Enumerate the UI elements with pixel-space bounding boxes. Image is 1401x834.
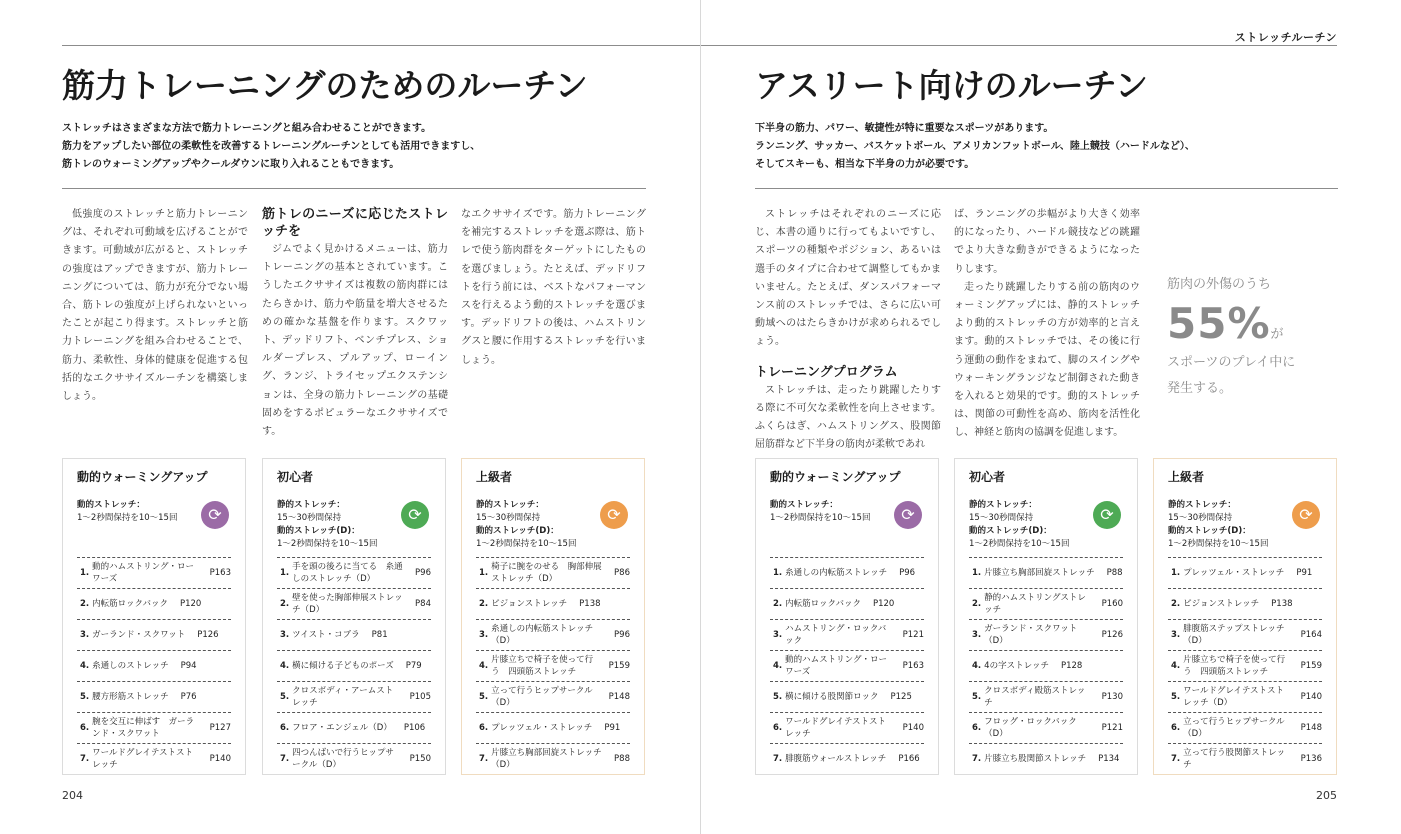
stretch-type: 動的ストレッチ： [770, 500, 838, 510]
list-item [770, 712, 924, 743]
stat-line: 発生する。 [1167, 381, 1233, 396]
list-item [969, 650, 1123, 681]
item-name: 片膝立ち股関節ストレッチ [984, 754, 1087, 764]
body-paragraph: ストレッチは、走ったり跳躍したりする際に不可欠な柔軟性を向上させます。ふくらはぎ、ハムストリングス、股関節屈筋群など下半身の筋肉が柔軟であれ [755, 384, 941, 451]
cycle-arrows-icon: ⟳ [1093, 501, 1121, 529]
item-name: 片膝立ち胸部回旋ストレッチ（D） [491, 748, 602, 770]
subheading: トレーニングプログラム [755, 364, 898, 380]
item-page: P86 [614, 568, 630, 578]
item-name: 四つんばいで行うヒップサークル（D） [292, 748, 394, 770]
item-number: 6. [280, 723, 290, 733]
list-item [277, 712, 431, 743]
cycle-arrows-icon: ⟳ [1292, 501, 1320, 529]
item-name: 糸通しの内転筋ストレッチ（D） [491, 624, 594, 646]
list-item [1168, 588, 1322, 619]
item-name: ハムストリング・ロックバック [785, 624, 887, 646]
item-number: 5. [1171, 692, 1181, 702]
item-page: P166 [898, 754, 920, 764]
item-number: 2. [280, 599, 290, 609]
list-item [77, 743, 231, 774]
item-number: 3. [1171, 630, 1181, 640]
exercise-list [1168, 557, 1322, 774]
item-page: P163 [902, 661, 924, 671]
item-number: 1. [972, 568, 982, 578]
box-title: 動的ウォーミングアップ [77, 470, 208, 484]
body-column-2 [954, 206, 1140, 443]
item-page: P140 [209, 754, 231, 764]
list-item [77, 619, 231, 650]
box-title: 上級者 [1168, 470, 1205, 484]
lead-line: 筋力をアップしたい部位の柔軟性を改善するトレーニングルーチンとしても活用できますし、 [62, 141, 481, 152]
item-page: P134 [1098, 754, 1120, 764]
item-number: 1. [80, 568, 90, 578]
item-number: 2. [1171, 599, 1181, 609]
item-name: ワールドグレイテストストレッチ [785, 717, 886, 739]
item-name: ツイスト・コブラ [292, 630, 360, 640]
stretch-type: 動的ストレッチ(D)： [476, 526, 559, 536]
stretch-spec [277, 499, 431, 565]
item-name: ガーランド・スクワット（D） [984, 624, 1078, 646]
item-number: 7. [1171, 754, 1181, 764]
item-page: P126 [1101, 630, 1123, 640]
list-item [770, 619, 924, 650]
list-item [1168, 712, 1322, 743]
item-number: 4. [773, 661, 783, 671]
body-column-1 [62, 206, 248, 406]
list-item [969, 681, 1123, 712]
item-page: P148 [1300, 723, 1322, 733]
item-number: 4. [1171, 661, 1181, 671]
item-page: P159 [608, 661, 630, 671]
item-number: 3. [280, 630, 290, 640]
item-page: P88 [614, 754, 630, 764]
list-item [77, 588, 231, 619]
item-page: P76 [180, 692, 197, 702]
exercise-list [77, 557, 231, 774]
list-item [969, 557, 1123, 588]
item-number: 5. [479, 692, 489, 702]
list-item [77, 712, 231, 743]
list-item [77, 681, 231, 712]
routine-box-beginner [954, 458, 1138, 775]
stretch-spec [1168, 499, 1322, 565]
list-item [77, 557, 231, 588]
item-number: 6. [972, 723, 982, 733]
item-name: 立って行うヒップサークル（D） [491, 686, 593, 708]
stat-line: スポーツのプレイ中に [1167, 355, 1296, 370]
stretch-hold: 15～30秒間保持 [1168, 513, 1233, 523]
item-name: 横に傾ける股関節ロック [785, 692, 879, 702]
item-number: 7. [972, 754, 982, 764]
item-number: 6. [773, 723, 783, 733]
item-page: P136 [1300, 754, 1322, 764]
stretch-type: 動的ストレッチ： [77, 500, 145, 510]
page-title: 筋力トレーニングのためのルーチン [62, 66, 588, 105]
item-page: P159 [1300, 661, 1322, 671]
item-name: 立って行うヒップサークル（D） [1183, 717, 1285, 739]
page-title: アスリート向けのルーチン [755, 66, 1149, 105]
item-name: 片膝立ちで椅子を使って行う 四頭筋ストレッチ [1183, 655, 1286, 677]
item-page: P106 [403, 723, 426, 733]
item-page: P81 [371, 630, 388, 640]
item-number: 4. [280, 661, 290, 671]
exercise-list [277, 557, 431, 774]
item-name: ピジョンストレッチ [491, 599, 568, 609]
body-paragraph: 低強度のストレッチと筋力トレーニングは、それぞれ可動域を広げることができます。可動域が広がると、ストレッチの強度はアップできますが、筋力トレーニングについては、筋力が充分でない場合、筋トレの強度が上げられないといったことが起こり得ます。ストレッチと筋力トレーニングを組み合わせることで、筋力、柔軟性、身体的健康を促進する包括的なエクササイズルーチンを構築しましょう。 [62, 209, 248, 403]
list-item [969, 588, 1123, 619]
cycle-arrows-icon: ⟳ [894, 501, 922, 529]
body-paragraph: ストレッチはそれぞれのニーズに応じ、本書の通りに行ってもよいですし、スポーツの種類やポジション、あるいは選手のタイプに合わせて調整してもかまいません。たとえば、ダンスパフォーマンス前のストレッチでは、さらに広い可動域へのはたらきかけが求められるでしょう。 [755, 209, 941, 348]
list-item [969, 619, 1123, 650]
item-number: 6. [479, 723, 489, 733]
item-name: 内転筋ロックバック [92, 599, 168, 609]
item-number: 4. [80, 661, 90, 671]
routine-box-warmup [62, 458, 246, 775]
body-column-2 [262, 206, 448, 441]
stretch-type: 静的ストレッチ： [969, 500, 1037, 510]
item-name: 手を頭の後ろに当てる 糸通しのストレッチ（D） [292, 562, 403, 584]
section-label: ストレッチルーチン [1234, 31, 1337, 44]
item-number: 2. [479, 599, 489, 609]
item-name: 立って行う股関節ストレッチ [1183, 748, 1286, 770]
item-page: P128 [1060, 661, 1083, 671]
item-name: ピジョンストレッチ [1183, 599, 1260, 609]
item-page: P150 [409, 754, 431, 764]
item-name: ガーランド・スクワット [92, 630, 186, 640]
item-number: 5. [773, 692, 783, 702]
item-name: 糸通しのストレッチ [92, 661, 169, 671]
item-page: P127 [209, 723, 231, 733]
item-name: ワールドグレイテストストレッチ [92, 748, 193, 770]
list-item [476, 712, 630, 743]
list-item [277, 681, 431, 712]
item-name: フロア・エンジェル（D） [292, 723, 392, 733]
stretch-spec [77, 499, 231, 565]
stat-value: 55% [1167, 299, 1271, 348]
item-name: 壁を使った胸部伸展ストレッチ（D） [292, 593, 403, 615]
item-page: P121 [1101, 723, 1123, 733]
stretch-type: 静的ストレッチ： [277, 500, 345, 510]
page-number: 205 [1316, 789, 1337, 802]
routine-box-beginner [262, 458, 446, 775]
stretch-type: 静的ストレッチ： [476, 500, 544, 510]
body-paragraph: ば、ランニングの歩幅がより大きく効率的になったり、ハードル競技などの跳躍でより大きな動きができるようになったりします。 [954, 209, 1140, 275]
cycle-arrows-icon: ⟳ [201, 501, 229, 529]
list-item [476, 557, 630, 588]
lead-line: ランニング、サッカー、バスケットボール、アメリカンフットボール、陸上競技（ハードルなど）、 [755, 141, 1195, 152]
list-item [1168, 681, 1322, 712]
lead-line: ストレッチはさまざまな方法で筋力トレーニングと組み合わせることができます。 [62, 123, 432, 134]
item-number: 3. [972, 630, 982, 640]
item-page: P140 [902, 723, 924, 733]
item-number: 5. [280, 692, 290, 702]
body-paragraph: ジムでよく見かけるメニューは、筋力トレーニングの基本とされています。こうしたエクササイズは複数の筋肉群にはたらきかけ、筋力や筋量を増大させるための確かな基盤を作ります。スクワット、デッドリフト、ベンチプレス、ショルダープレス、プルアップ、ローイング、ランジ、トライセップエクステンションは、全身の筋力トレーニングの基礎固めをするポピュラーなエクササイズです。 [262, 244, 448, 438]
item-number: 3. [80, 630, 90, 640]
lead-line: そしてスキーも、相当な下半身の力が必要です。 [755, 159, 975, 170]
item-number: 2. [80, 599, 90, 609]
item-number: 7. [280, 754, 290, 764]
stretch-hold: 1～2秒間保持を10～15回 [969, 539, 1070, 549]
cycle-arrows-icon: ⟳ [600, 501, 628, 529]
stretch-hold: 1～2秒間保持を10～15回 [1168, 539, 1269, 549]
item-name: ワールドグレイテストストレッチ（D） [1183, 686, 1284, 708]
item-number: 3. [773, 630, 783, 640]
stretch-hold: 1～2秒間保持を10～15回 [770, 513, 871, 523]
body-column-3 [461, 206, 646, 370]
stretch-hold: 1～2秒間保持を10～15回 [77, 513, 178, 523]
item-number: 6. [1171, 723, 1181, 733]
item-page: P138 [579, 599, 601, 609]
list-item [476, 619, 630, 650]
item-page: P120 [872, 599, 895, 609]
list-item [476, 650, 630, 681]
list-item [476, 681, 630, 712]
item-number: 6. [80, 723, 90, 733]
divider [62, 188, 646, 189]
item-name: 腓腹筋ウォールストレッチ [785, 754, 887, 764]
item-name: クロスボディ・アームストレッチ [292, 686, 394, 708]
item-name: 横に傾ける子どものポーズ [292, 661, 394, 671]
item-page: P96 [614, 630, 630, 640]
lead-text [62, 120, 480, 174]
item-name: 動的ハムストリング・ローワーズ [92, 562, 194, 584]
stretch-hold: 15～30秒間保持 [969, 513, 1034, 523]
list-item [770, 588, 924, 619]
stat-callout [1167, 272, 1295, 402]
list-item [1168, 619, 1322, 650]
item-page: P91 [604, 723, 621, 733]
item-name: 腰方形筋ストレッチ [92, 692, 169, 702]
item-page: P140 [1300, 692, 1322, 702]
stat-value-row [1167, 298, 1295, 350]
item-name: 静的ハムストリングストレッチ [984, 593, 1086, 615]
item-page: P121 [902, 630, 924, 640]
stretch-hold: 1～2秒間保持を10～15回 [476, 539, 577, 549]
list-item [1168, 743, 1322, 774]
top-rule [62, 45, 700, 46]
item-number: 5. [80, 692, 90, 702]
item-number: 4. [479, 661, 489, 671]
list-item [476, 743, 630, 774]
item-page: P88 [1106, 568, 1123, 578]
routine-box-advanced [461, 458, 645, 775]
item-page: P138 [1271, 599, 1293, 609]
list-item [770, 681, 924, 712]
item-page: P94 [180, 661, 197, 671]
stretch-spec [770, 499, 924, 565]
stat-line: 筋肉の外傷のうち [1167, 277, 1272, 292]
item-page: P79 [405, 661, 422, 671]
box-title: 上級者 [476, 470, 513, 484]
item-name: 片膝立ちで椅子を使って行う 四頭筋ストレッチ [491, 655, 594, 677]
item-number: 7. [80, 754, 90, 764]
stretch-spec [476, 499, 630, 565]
left-page [0, 0, 700, 834]
item-name: 内転筋ロックバック [785, 599, 861, 609]
item-name: フロッグ・ロックバック（D） [984, 717, 1077, 739]
page-number: 204 [62, 789, 83, 802]
box-title: 初心者 [277, 470, 314, 484]
item-page: P160 [1101, 599, 1123, 609]
divider [755, 188, 1338, 189]
item-name: 腓腹筋ステップストレッチ（D） [1183, 624, 1285, 646]
list-item [770, 650, 924, 681]
routine-box-warmup [755, 458, 939, 775]
list-item [1168, 557, 1322, 588]
item-number: 1. [479, 568, 489, 578]
item-name: 片膝立ち胸部回旋ストレッチ [984, 568, 1095, 578]
item-page: P148 [608, 692, 630, 702]
item-name: 糸通しの内転筋ストレッチ [785, 568, 888, 578]
item-name: 4の字ストレッチ [984, 661, 1049, 671]
list-item [770, 557, 924, 588]
top-rule [701, 45, 1337, 46]
item-name: 動的ハムストリング・ローワーズ [785, 655, 887, 677]
item-number: 2. [773, 599, 783, 609]
right-page [701, 0, 1401, 834]
item-page: P91 [1296, 568, 1313, 578]
exercise-list [770, 557, 924, 774]
lead-text [755, 120, 1195, 174]
item-page: P126 [197, 630, 219, 640]
item-number: 1. [280, 568, 290, 578]
list-item [969, 712, 1123, 743]
stretch-hold: 15～30秒間保持 [476, 513, 541, 523]
item-name: 腕を交互に伸ばす ガーランド・スクワット [92, 717, 195, 739]
stretch-type: 動的ストレッチ(D)： [277, 526, 360, 536]
item-name: プレッツェル・ストレッチ [491, 723, 593, 733]
item-page: P96 [415, 568, 431, 578]
stretch-spec [969, 499, 1123, 565]
item-page: P96 [899, 568, 916, 578]
item-page: P84 [415, 599, 431, 609]
item-number: 1. [1171, 568, 1181, 578]
body-column-1 [755, 206, 941, 454]
list-item [277, 743, 431, 774]
item-name: 椅子に腕をのせる 胸部伸展ストレッチ（D） [491, 562, 602, 584]
list-item [969, 743, 1123, 774]
cycle-arrows-icon: ⟳ [401, 501, 429, 529]
item-name: クロスボディ殿筋ストレッチ [984, 686, 1086, 708]
item-number: 1. [773, 568, 783, 578]
item-number: 2. [972, 599, 982, 609]
lead-line: 下半身の筋力、パワー、敏捷性が特に重要なスポーツがあります。 [755, 123, 1054, 134]
item-page: P120 [179, 599, 202, 609]
body-paragraph: 走ったり跳躍したりする前の筋肉のウォーミングアップには、静的ストレッチより動的ストレッチの方が効率的と言えます。動的ストレッチでは、その後に行う運動の動作をまねて、脚のスイングやウォーキングランジなど制御された動きを入れると効果的です。動的ストレッチは、関節の可動性を高め、筋肉を活性化し、神経と筋肉の協調を促進します。 [954, 281, 1140, 439]
item-number: 7. [773, 754, 783, 764]
box-title: 初心者 [969, 470, 1006, 484]
list-item [277, 619, 431, 650]
body-paragraph: なエクササイズです。筋力トレーニングを補完するストレッチを選ぶ際は、筋トレで使う筋肉群をターゲットにしたものを選びましょう。たとえば、デッドリフトを行う前には、ベストなパフォーマンスを行えるよう動的ストレッチを選びます。デッドリフトの後は、ハムストリングスと腰に作用するストレッチを行いましょう。 [461, 209, 646, 366]
list-item [770, 743, 924, 774]
item-page: P164 [1300, 630, 1322, 640]
box-title: 動的ウォーミングアップ [770, 470, 901, 484]
list-item [476, 588, 630, 619]
item-page: P130 [1101, 692, 1123, 702]
exercise-list [476, 557, 630, 774]
lead-line: 筋トレのウォーミングアップやクールダウンに取り入れることもできます。 [62, 159, 400, 170]
routine-box-advanced [1153, 458, 1337, 775]
item-number: 5. [972, 692, 982, 702]
stretch-type: 静的ストレッチ： [1168, 500, 1236, 510]
item-page: P125 [890, 692, 912, 702]
stretch-hold: 1～2秒間保持を10～15回 [277, 539, 378, 549]
list-item [277, 557, 431, 588]
exercise-list [969, 557, 1123, 774]
list-item [277, 650, 431, 681]
list-item [77, 650, 231, 681]
stat-suffix: が [1270, 327, 1284, 342]
item-number: 3. [479, 630, 489, 640]
item-number: 4. [972, 661, 982, 671]
stretch-hold: 15～30秒間保持 [277, 513, 342, 523]
subheading: 筋トレのニーズに応じたストレッチを [262, 207, 448, 239]
item-page: P105 [409, 692, 431, 702]
item-number: 7. [479, 754, 489, 764]
list-item [1168, 650, 1322, 681]
item-page: P163 [209, 568, 231, 578]
item-name: プレッツェル・ストレッチ [1183, 568, 1285, 578]
stretch-type: 動的ストレッチ(D)： [969, 526, 1052, 536]
list-item [277, 588, 431, 619]
stretch-type: 動的ストレッチ(D)： [1168, 526, 1251, 536]
